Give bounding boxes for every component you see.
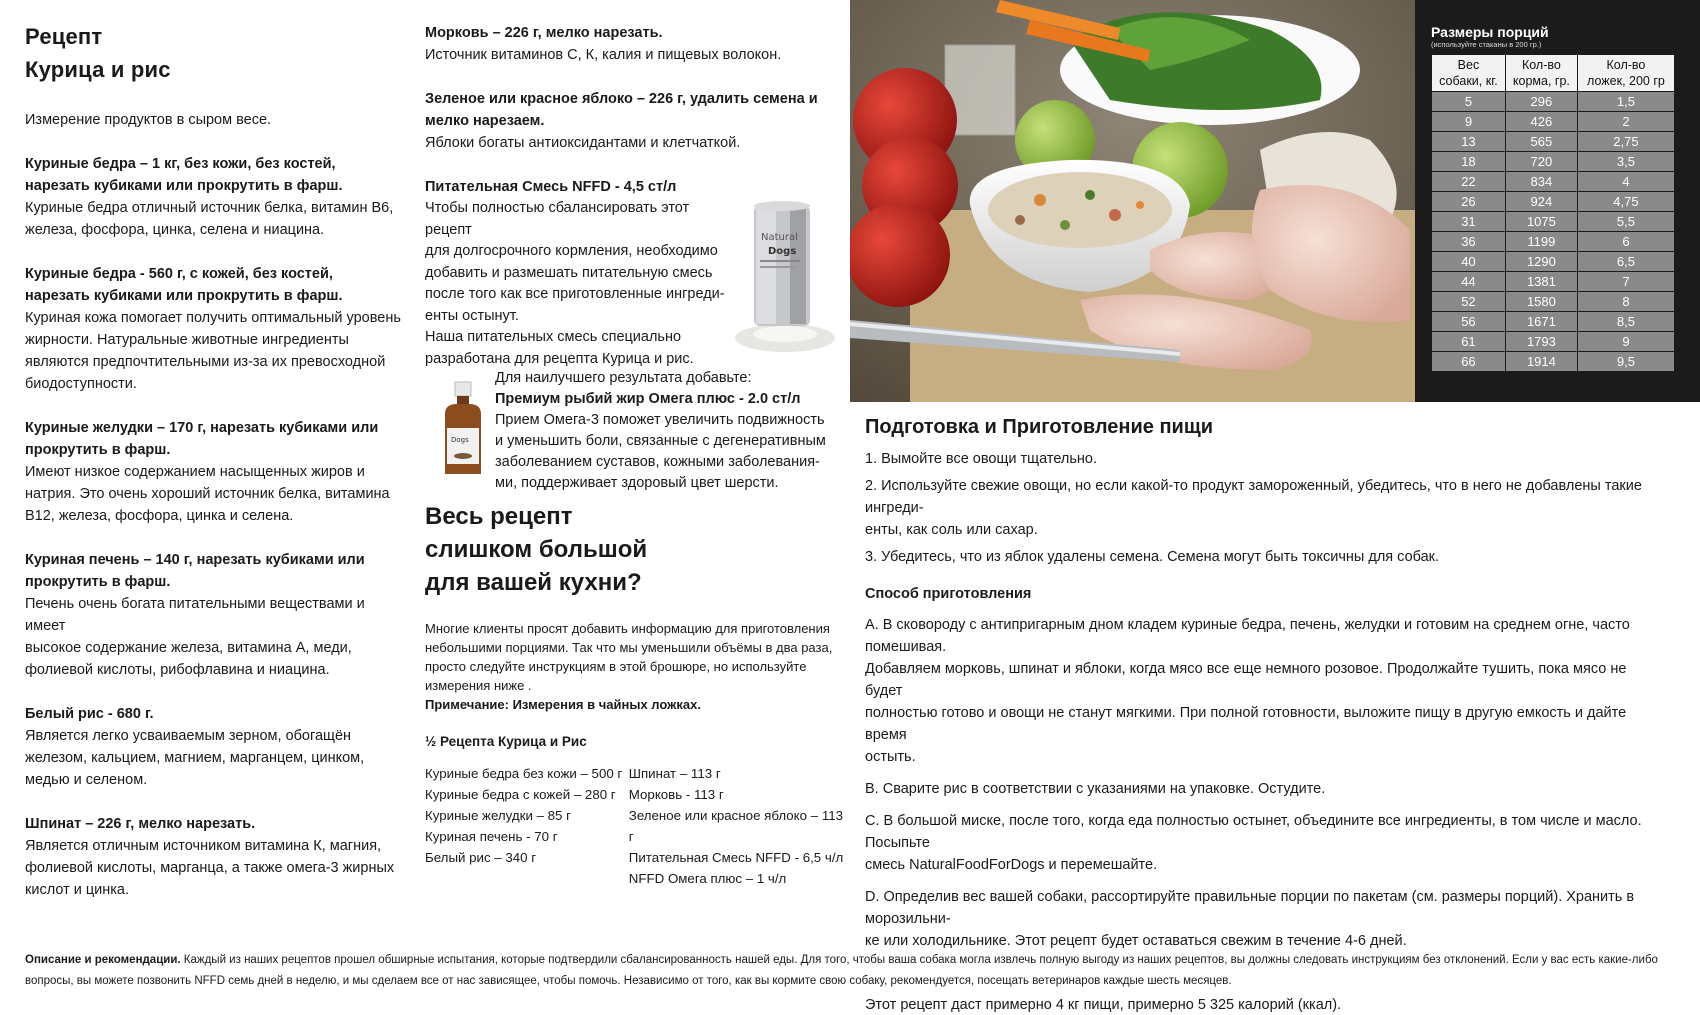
ingredient-heading: Белый рис - 680 г. <box>25 706 154 722</box>
ingredient-description: биодоступности. <box>25 376 137 392</box>
portions-title: Размеры порций <box>1431 24 1549 40</box>
nffd-block <box>425 176 845 367</box>
method-steps <box>865 614 1665 952</box>
portions-cell: 924 <box>1505 192 1577 212</box>
portions-cell: 6 <box>1577 232 1674 252</box>
ingredient-heading: Куриные бедра - 560 г, с кожей, без костей, <box>25 266 333 282</box>
portions-panel <box>1415 0 1700 402</box>
portions-cell: 44 <box>1432 272 1506 292</box>
ingredient-list <box>25 153 405 901</box>
omega-description <box>495 410 855 494</box>
ingredient-description: железом, кальцием, магнием, марганцем, цинком, <box>25 750 365 766</box>
ingredient-item <box>425 88 845 154</box>
portions-cell: 9 <box>1432 112 1506 132</box>
portions-row <box>1432 92 1675 112</box>
portions-row <box>1432 332 1675 352</box>
nffd-heading: Питательная Смесь NFFD - 4,5 ст/л <box>425 179 677 195</box>
ingredient-description: Яблоки богаты антиоксидантами и клетчаткой. <box>425 135 741 151</box>
portions-cell: 13 <box>1432 132 1506 152</box>
portions-cell: 61 <box>1432 332 1506 352</box>
prep-line: енты, как соль или сахар. <box>865 522 1038 538</box>
portions-header-line: собаки, кг. <box>1439 74 1498 88</box>
recipe-title: Рецепт Курица и рис <box>25 24 171 82</box>
ingredient-description: фолиевой кислоты, рибофлавина и ниацина. <box>25 662 330 678</box>
yield-text: Этот рецепт даст примерно 4 кг пищи, примерно 5 325 калорий (ккал). <box>865 997 1342 1013</box>
omega-bottle-image <box>435 380 491 480</box>
portions-cell: 834 <box>1505 172 1577 192</box>
portions-cell: 52 <box>1432 292 1506 312</box>
method-line: смесь NaturalFoodForDogs и перемешайте. <box>865 857 1158 873</box>
portions-cell: 6,5 <box>1577 252 1674 272</box>
nffd-desc-line: Наша питательных смесь специально <box>425 329 682 345</box>
portions-cell: 1,5 <box>1577 92 1674 112</box>
footer-bold: Описание и рекомендации. <box>25 954 181 966</box>
portions-cell: 426 <box>1505 112 1577 132</box>
middle-column <box>425 22 845 889</box>
portions-subtitle: (используйте стаканы в 200 гр.) <box>1431 40 1542 49</box>
omega-desc-line: и уменьшить боли, связанные с дегенеративным <box>495 433 826 449</box>
portions-cell: 1793 <box>1505 332 1577 352</box>
nffd-desc-line: Чтобы полностью сбалансировать этот рецепт <box>425 200 690 238</box>
portions-cell: 18 <box>1432 152 1506 172</box>
ingredient-heading: Куриные бедра – 1 кг, без кожи, без костей, <box>25 156 336 172</box>
ingredient-description: железа, фосфора, цинка, селена и ниацина. <box>25 222 325 238</box>
half-recipe-item: Зеленое или красное яблоко – 113 г <box>628 808 844 844</box>
portions-cell: 5 <box>1432 92 1506 112</box>
half-recipe-item: Куриные бедра с кожей – 280 г <box>425 787 616 802</box>
portions-row <box>1432 272 1675 292</box>
portions-header-line: ложек, 200 гр <box>1587 74 1665 88</box>
prep-line: 3. Убедитесь, что из яблок удалены семена. Семена могут быть токсичны для собак. <box>865 549 1440 565</box>
half-recipe-grid <box>425 763 845 889</box>
ingredient-description: являются предпочтительными из-за их превосходной <box>25 354 386 370</box>
portions-header-cell <box>1577 55 1674 92</box>
half-recipe-item: Куриные бедра без кожи – 500 г <box>425 766 623 781</box>
prep-list-item <box>865 448 1665 470</box>
portions-cell: 36 <box>1432 232 1506 252</box>
portions-header-cell <box>1505 55 1577 92</box>
ingredient-description: Куриные бедра отличный источник белка, витамин В6, <box>25 200 394 216</box>
portions-cell: 7 <box>1577 272 1674 292</box>
ingredient-description: жирности. Натуральные животные ингредиенты <box>25 332 349 348</box>
portions-cell: 1290 <box>1505 252 1577 272</box>
ingredient-description: В12, железа, фосфора, цинка и селена. <box>25 508 294 524</box>
footer-note <box>25 950 1685 992</box>
half-intro-line: Многие клиенты просят добавить информацию для приготовления <box>425 621 830 636</box>
ingredient-item <box>25 813 405 901</box>
portions-cell: 66 <box>1432 352 1506 372</box>
portions-row <box>1432 112 1675 132</box>
nffd-description <box>425 198 725 370</box>
ingredient-heading: Куриные желудки – 170 г, нарезать кубиками или <box>25 420 379 436</box>
method-line: остыть. <box>865 749 916 765</box>
ingredient-item <box>425 22 845 66</box>
ingredient-heading: Зеленое или красное яблоко – 226 г, удалить семена и <box>425 91 818 107</box>
ingredient-list-mid <box>425 22 845 154</box>
portions-cell: 2 <box>1577 112 1674 132</box>
portions-row <box>1432 352 1675 372</box>
method-line: ке или холодильнике. Этот рецепт будет оставаться свежим в течение 4-6 дней. <box>865 933 1407 949</box>
omega-desc-line: ми, поддерживает здоровый цвет шерсти. <box>495 475 779 491</box>
ingredient-heading: нарезать кубиками или прокрутить в фарш. <box>25 288 343 304</box>
prep-list <box>865 448 1665 568</box>
ingredient-description: Имеют низкое содержанием насыщенных жиров и <box>25 464 365 480</box>
method-step <box>865 614 1665 768</box>
half-recipe-intro <box>425 619 845 695</box>
bottle-label: Dogs <box>451 436 469 444</box>
half-recipe-left <box>425 763 629 889</box>
portions-cell: 8 <box>1577 292 1674 312</box>
portions-cell: 1914 <box>1505 352 1577 372</box>
portions-cell: 9,5 <box>1577 352 1674 372</box>
half-intro-line: небольшими порциями. Так что мы уменьшили объёмы в два раза, <box>425 640 833 655</box>
intro-text: Измерение продуктов в сыром весе. <box>25 112 272 128</box>
footer-line-1: Каждый из наших рецептов прошел обширные испытания, которые подтвердили сбалансированность нашей еды. Для того, чтобы ваша собака могла извлечь полную выгоду из наших рецептов, вы должны следовать инструкциям без отклонений. Если у вас есть какие-либо <box>180 954 1658 966</box>
omega-desc-line: Прием Омега-3 поможет увеличить подвижность <box>495 412 825 428</box>
method-line: С. В большой миске, после того, когда еда полностью остынет, объедините все ингредиенты, в том числе и масло. Посыпьте <box>865 813 1642 851</box>
ingredient-description: высокое содержание железа, витамина А, меди, <box>25 640 352 656</box>
portions-row <box>1432 192 1675 212</box>
ingredient-heading: мелко нарезаем. <box>425 113 545 129</box>
half-recipe-item: NFFD Омега плюс – 1 ч/л <box>628 871 787 886</box>
ingredient-description: фолиевой кислоты, марганца, а также омега-3 жирных <box>25 860 395 876</box>
ingredient-heading: Шпинат – 226 г, мелко нарезать. <box>25 816 256 832</box>
half-recipe-item: Куриная печень - 70 г <box>425 829 558 844</box>
portions-row <box>1432 232 1675 252</box>
ingredient-description: Является легко усваиваемым зерном, обогащён <box>25 728 352 744</box>
half-intro-line: просто следуйте инструкциям в этой брошюре, но используйте <box>425 659 807 674</box>
half-intro-line: измерения ниже . <box>425 678 532 693</box>
prep-line: 2. Используйте свежие овощи, но если какой-то продукт замороженный, убедитесь, что в него не добавлены такие ингреди- <box>865 478 1642 516</box>
nffd-desc-line: добавить и размешать питательную смесь <box>425 264 713 281</box>
method-title: Способ приготовления <box>865 586 1032 602</box>
portions-row <box>1432 212 1675 232</box>
portions-cell: 3,5 <box>1577 152 1674 172</box>
prep-list-item <box>865 546 1665 568</box>
half-recipe-right <box>629 763 845 889</box>
footer-line-2: вопросы, вы можете позвонить NFFD семь дней в неделю, и мы сделаем все от нас зависящее, чтобы помочь. Независимо от того, как вы кормите свою собаку, рекомендуется, посещать ветеринаров каждые шесть месяцев. <box>25 975 1232 987</box>
half-recipe-item: Питательная Смесь NFFD - 6,5 ч/л <box>628 850 844 865</box>
portions-row <box>1432 312 1675 332</box>
half-recipe-title: ½ Рецепта Курица и Рис <box>425 734 587 749</box>
ingredient-description: Является отличным источником витамина К, магния, <box>25 838 382 854</box>
ingredient-item <box>25 549 405 681</box>
method-step <box>865 778 1665 800</box>
portions-cell: 296 <box>1505 92 1577 112</box>
method-line: D. Определив вес вашей собаки, рассортируйте правильные порции по пакетам (см. размеры порций). Хранить в морозильни- <box>865 889 1635 927</box>
portions-row <box>1432 252 1675 272</box>
ingredient-heading: прокрутить в фарш. <box>25 574 171 590</box>
method-line: Добавляем морковь, шпинат и яблоки, когда мясо все еще немного розовое. Продолжайте тушить, пока мясо не будет <box>865 661 1627 699</box>
ingredient-item <box>25 417 405 527</box>
portions-header-line: корма, гр. <box>1512 74 1570 88</box>
nffd-desc-line: разработана для рецепта Курица и рис. <box>425 350 694 367</box>
half-recipe-note: Примечание: Измерения в чайных ложках. <box>425 697 701 712</box>
portions-cell: 565 <box>1505 132 1577 152</box>
nffd-desc-line: для долгосрочного кормления, необходимо <box>425 243 718 259</box>
portions-cell: 9 <box>1577 332 1674 352</box>
portions-row <box>1432 292 1675 312</box>
big-question-heading: Весь рецепт слишком большой для вашей кухни? <box>425 503 648 596</box>
portions-cell: 56 <box>1432 312 1506 332</box>
portions-cell: 1671 <box>1505 312 1577 332</box>
ingredient-heading: нарезать кубиками или прокрутить в фарш. <box>25 178 343 194</box>
omega-block <box>425 368 845 490</box>
half-recipe-item: Белый рис – 340 г <box>425 850 537 865</box>
method-line: А. В сковороду с антипригарным дном кладем куриные бедра, печень, желудки и готовим на среднем огне, часто помешивая. <box>865 617 1630 655</box>
nffd-desc-line: енты остынут. <box>425 307 519 324</box>
portions-cell: 1075 <box>1505 212 1577 232</box>
portions-header-line: Кол-во <box>1521 58 1561 72</box>
portions-cell: 31 <box>1432 212 1506 232</box>
ingredient-description: Печень очень богата питательными веществами и имеет <box>25 596 365 634</box>
portions-row <box>1432 132 1675 152</box>
method-step <box>865 886 1665 952</box>
half-recipe-item: Шпинат – 113 г <box>628 766 721 781</box>
half-recipe-item: Куриные желудки – 85 г <box>425 808 571 823</box>
ingredient-item <box>25 153 405 241</box>
portions-cell: 8,5 <box>1577 312 1674 332</box>
omega-desc-line: заболеванием суставов, кожными заболевания- <box>495 454 820 470</box>
portions-header-line: Кол-во <box>1606 58 1646 72</box>
ingredient-description: Куриная кожа помогает получить оптимальный уровень <box>25 310 401 326</box>
ingredient-description: медью и селеном. <box>25 772 148 788</box>
portions-header-line: Вес <box>1457 58 1480 72</box>
portions-cell: 4,75 <box>1577 192 1674 212</box>
method-line: полностью готово и овощи не станут мягкими. При полной готовности, выложите пищу в другую емкость и дайте время <box>865 705 1627 743</box>
method-line: В. Сварите рис в соответствии с указаниями на упаковке. Остудите. <box>865 781 1326 797</box>
left-column <box>25 20 405 901</box>
jar-label-dogs: Dogs <box>768 246 797 257</box>
portions-header-row <box>1432 55 1675 92</box>
ingredient-item <box>25 703 405 791</box>
portions-cell: 40 <box>1432 252 1506 272</box>
ingredient-item <box>25 263 405 395</box>
preparation-section <box>865 412 1665 1015</box>
omega-intro: Для наилучшего результата добавьте: <box>495 370 752 386</box>
nffd-jar-image <box>730 196 840 356</box>
portions-row <box>1432 172 1675 192</box>
method-step <box>865 810 1665 876</box>
nffd-desc-line: после того как все приготовленные ингреди- <box>425 286 725 302</box>
portions-cell: 1580 <box>1505 292 1577 312</box>
portions-cell: 1381 <box>1505 272 1577 292</box>
portions-header-cell <box>1432 55 1506 92</box>
jar-label-natural: Natural <box>761 232 798 243</box>
ingredient-heading: прокрутить в фарш. <box>25 442 171 458</box>
portions-cell: 4 <box>1577 172 1674 192</box>
portions-cell: 2,75 <box>1577 132 1674 152</box>
food-photo <box>850 0 1415 402</box>
portions-cell: 22 <box>1432 172 1506 192</box>
portions-body <box>1432 92 1675 372</box>
prep-list-item <box>865 475 1665 541</box>
portions-cell: 1199 <box>1505 232 1577 252</box>
portions-table <box>1431 54 1675 372</box>
ingredient-description: натрия. Это очень хороший источник белка, витамина <box>25 486 390 502</box>
portions-cell: 720 <box>1505 152 1577 172</box>
portions-cell: 26 <box>1432 192 1506 212</box>
half-recipe-item: Морковь - 113 г <box>628 787 724 802</box>
ingredient-heading: Куриная печень – 140 г, нарезать кубиками или <box>25 552 365 568</box>
ingredient-description: Источник витаминов С, К, калия и пищевых волокон. <box>425 47 782 63</box>
portions-cell: 5,5 <box>1577 212 1674 232</box>
portions-row <box>1432 152 1675 172</box>
ingredient-description: кислот и цинка. <box>25 882 130 898</box>
omega-heading: Премиум рыбий жир Омега плюс - 2.0 ст/л <box>495 391 801 407</box>
prep-line: 1. Вымойте все овощи тщательно. <box>865 451 1098 467</box>
ingredient-heading: Морковь – 226 г, мелко нарезать. <box>425 25 663 41</box>
prep-title: Подготовка и Приготовление пищи <box>865 416 1214 438</box>
